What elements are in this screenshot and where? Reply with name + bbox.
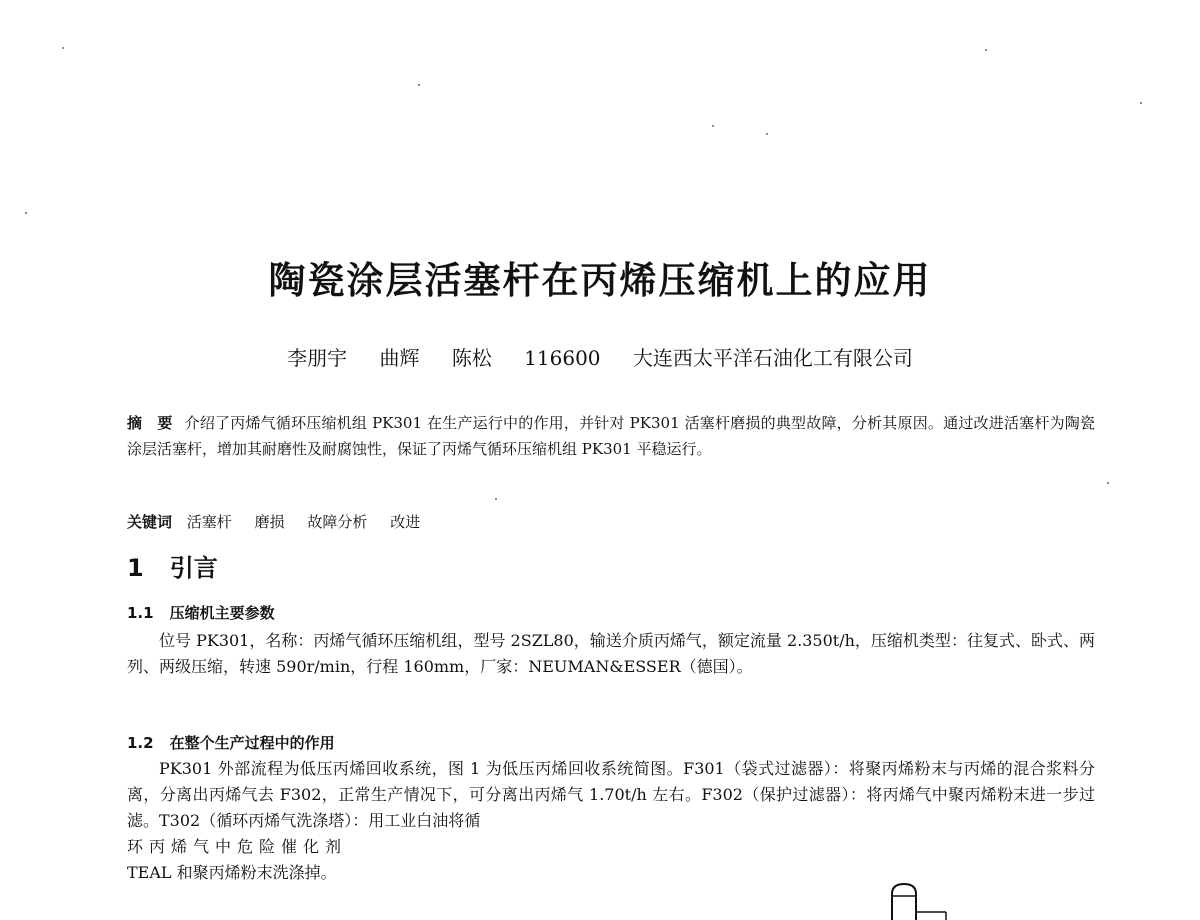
postcode: 116600 (524, 346, 601, 370)
keywords-label: 关键词 (127, 513, 173, 531)
keywords (127, 509, 1095, 535)
paper-title: 陶瓷涂层活塞杆在丙烯压缩机上的应用 (268, 258, 932, 302)
subsection-number: 1.1 (127, 604, 154, 622)
scan-speck (1107, 482, 1109, 484)
scan-speck (985, 49, 987, 51)
paragraph-text-continued: 环丙烯气中危险催化剂 (127, 837, 348, 856)
scan-speck (1140, 102, 1142, 104)
scan-speck (25, 212, 27, 214)
scan-speck (712, 125, 714, 127)
paragraph (127, 628, 1095, 680)
author-line (0, 343, 1200, 373)
subsection-number: 1.2 (127, 734, 154, 752)
scan-speck (418, 84, 420, 86)
subsection-title: 压缩机主要参数 (169, 604, 275, 622)
subsection-heading (127, 600, 1095, 626)
paragraph (127, 756, 1095, 886)
scan-speck (62, 47, 64, 49)
abstract-text: 介绍了丙烯气循环压缩机组 PK301 在生产运行中的作用，并针对 PK301 活塞杆磨损的典型故障，分析其原因。通过改进活塞杆为陶瓷涂层活塞杆，增加其耐磨性及耐腐蚀性，保证了丙烯气循环压缩机组 PK301 平稳运行。 (127, 414, 1095, 458)
keyword: 改进 (390, 513, 421, 531)
section-number: 1 (127, 554, 144, 582)
keyword: 活塞杆 (186, 513, 232, 531)
abstract (127, 410, 1095, 462)
author-name: 李朋宇 (287, 346, 348, 370)
paragraph-text-continued: TEAL 和聚丙烯粉末洗涤掉。 (127, 863, 337, 882)
vessel-outline (892, 884, 916, 920)
paragraph-text: 位号 PK301，名称：丙烯气循环压缩机组，型号 2SZL80，输送介质丙烯气，额定流量 2.350t/h，压缩机类型：往复式、卧式、两列、两级压缩，转速 590r/min，行程 160mm，厂家：NEUMAN&ESSER（德国）。 (127, 631, 1095, 676)
author-name: 曲辉 (379, 346, 420, 370)
keyword: 磨损 (254, 513, 285, 531)
section-heading (127, 550, 1095, 586)
author-name: 陈松 (451, 346, 492, 370)
subsection-title: 在整个生产过程中的作用 (169, 734, 335, 752)
keyword: 故障分析 (307, 513, 368, 531)
scan-speck (495, 498, 497, 500)
paragraph-text: PK301 外部流程为低压丙烯回收系统，图 1 为低压丙烯回收系统简图。F301（袋式过滤器）：将聚丙烯粉末与丙烯的混合浆料分离，分离出丙烯气去 F302，正常生产情况下，可分离出丙烯气 1.70t/h 左右。F302（保护过滤器）：将丙烯气中聚丙烯粉末进一步过滤。T302（循环丙烯气洗涤塔）：用工业白油将循 (127, 759, 1095, 830)
figure-1-fragment (886, 882, 956, 920)
subsection-heading (127, 730, 1095, 756)
abstract-label: 摘 要 (127, 414, 173, 432)
section-title: 引言 (169, 554, 218, 582)
scan-speck (766, 133, 768, 135)
affiliation: 大连西太平洋石油化工有限公司 (632, 346, 913, 370)
